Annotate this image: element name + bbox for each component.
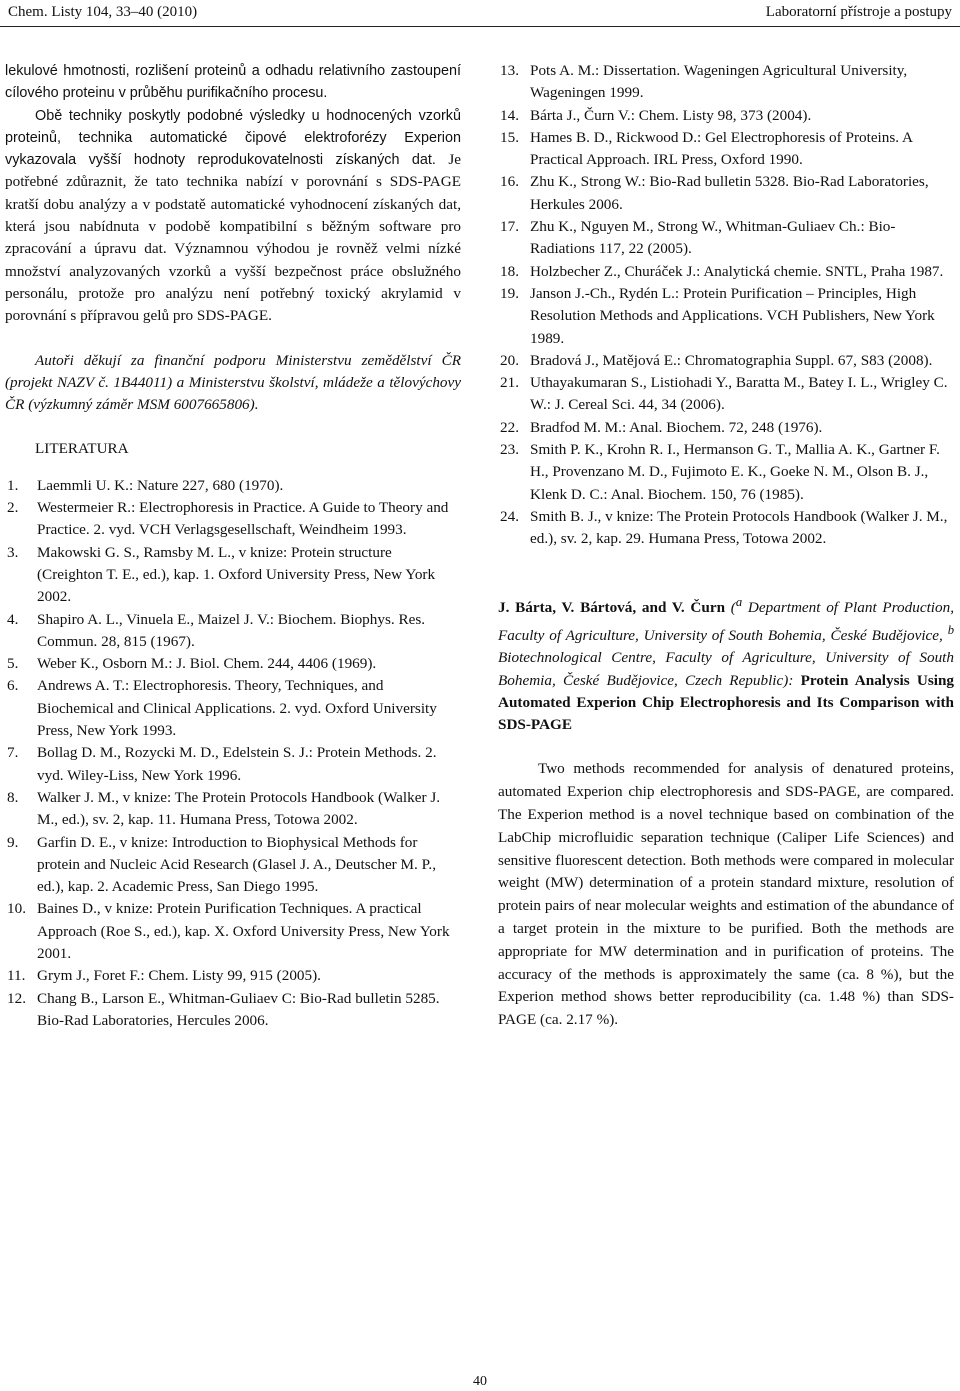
left-column [5, 60, 461, 1032]
section-title: Laboratorní přístroje a postupy [765, 4, 952, 20]
reference-text: Zhu K., Nguyen M., Strong W., Whitman-Guliaev Ch.: Bio-Radiations 117, 22 (2005). [530, 218, 896, 258]
reference-number: 8. [7, 788, 19, 806]
reference-text: Andrews A. T.: Electrophoresis. Theory, Techniques, and Biochemical and Clinical Applications. 2. vyd. Oxford University Press, New York 1993. [37, 677, 437, 740]
reference-text: Smith B. J., v knize: The Protein Protocols Handbook (Walker J. M., ed.), sv. 2, kap. 29. Humana Press, Totowa 2002. [530, 507, 948, 548]
reference-text: Grym J., Foret F.: Chem. Listy 99, 915 (2005). [37, 967, 321, 985]
reference-item [498, 283, 954, 350]
header-rule [0, 26, 960, 27]
reference-item [498, 439, 954, 506]
reference-number: 16. [500, 173, 519, 191]
reference-number: 15. [500, 128, 519, 146]
reference-text: Makowski G. S., Ramsby M. L., v knize: Protein structure (Creighton T. E., ed.), kap. 1. Oxford University Press, New York 2002. [37, 543, 436, 606]
reference-number: 1. [7, 476, 19, 494]
reference-item [5, 898, 461, 965]
reference-number: 23. [500, 441, 519, 459]
reference-text: Chang B., Larson E., Whitman-Guliaev C: Bio-Rad bulletin 5285. Bio-Rad Laboratories, Hercules 2006. [37, 989, 440, 1029]
reference-text: Shapiro A. L., Vinuela E., Maizel J. V.: Biochem. Biophys. Res. Commun. 28, 815 (1967). [37, 610, 426, 650]
literature-heading: LITERATURA [35, 440, 129, 458]
reference-text: Smith P. K., Krohn R. I., Hermanson G. T., Mallia A. K., Gartner F. H., Provenzano M. D., Fujimoto E. K., Goeke N. M., Olson B. J., Klenk D. C.: Anal. Biochem. 150, 76 (1985). [530, 441, 940, 503]
reference-item [5, 609, 461, 654]
reference-text: Hames B. D., Rickwood D.: Gel Electrophoresis of Proteins. A Practical Approach. IRL Press, Oxford 1990. [530, 128, 913, 169]
reference-number: 13. [500, 62, 519, 79]
reference-number: 6. [7, 677, 19, 695]
reference-text: Baines D., v knize: Protein Purification Techniques. A practical Approach (Roe S., ed.), kap. X. Oxford University Press, New York 2001. [37, 900, 450, 962]
reference-item [498, 127, 954, 172]
reference-item [5, 497, 461, 542]
reference-number: 12. [7, 989, 26, 1007]
affiliation-a-mark: a [735, 594, 743, 609]
english-abstract-body: Two methods recommended for analysis of denatured proteins, automated Experion chip electrophoresis and SDS-PAGE, are compared. The Experion method is a novel technique based on combination of the LabChip microfluidic separation technique (Caliper Life Sciences) and sensitive fluorescent detection. Both methods were compared in molecular weight (MW) determination of a protein standard mixture, resolution of protein pairs of near molecular weights and estimation of the abundance of a target protein in the mixture to be purified. Both the methods are appropriate for MW determination and in purification of proteins. The accuracy of the methods is approximately the same (ca. 8 %), but the Experion method shows better reproducibility (ca. 1.48 %) than SDS-PAGE (ca. 2.17 %). [498, 760, 954, 1029]
reference-text: Weber K., Osborn M.: J. Biol. Chem. 244, 4406 (1969). [37, 655, 377, 673]
acknowledgement: Autoři děkují za finanční podporu Ministerstvu zemědělství ČR (projekt NAZV č. 1B44011) a Ministerstvu školství, mládeže a tělovýchovy ČR (výzkumný záměr MSM 6007665806). [5, 351, 461, 414]
reference-item [5, 832, 461, 899]
reference-number: 19. [500, 284, 519, 302]
reference-number: 21. [500, 374, 519, 392]
reference-number: 18. [500, 262, 519, 280]
reference-text: Bradová J., Matějová E.: Chromatographia Suppl. 67, S83 (2008). [530, 351, 933, 369]
reference-item [498, 350, 954, 372]
reference-item [498, 506, 954, 551]
reference-text: Zhu K., Strong W.: Bio-Rad bulletin 5328. Bio-Rad Laboratories, Herkules 2006. [530, 173, 929, 213]
reference-number: 17. [500, 218, 519, 236]
reference-item [498, 372, 954, 417]
summary-part1: Obě techniky poskytly podobné výsledky u hodnocených vzorků proteinů, technika automatické čipové elektroforézy Experion vykazovala vyšší hodnoty reprodukovatelnosti získaných dat. [5, 107, 461, 169]
reference-number: 10. [7, 900, 26, 918]
affiliation-paren: ( [730, 598, 736, 616]
reference-number: 5. [7, 655, 19, 673]
reference-list-right [498, 60, 954, 551]
reference-number: 9. [7, 833, 19, 851]
reference-number: 2. [7, 499, 19, 517]
running-header [0, 0, 960, 28]
abstract-authors [498, 599, 725, 616]
reference-text: Westermeier R.: Electrophoresis in Practice. A Guide to Theory and Practice. 2. vyd. VCH Verlagsgesellschaft, Weindheim 1993. [37, 499, 449, 539]
reference-item [5, 653, 461, 675]
reference-item [5, 742, 461, 787]
reference-text: Holzbecher Z., Churáček J.: Analytická chemie. SNTL, Praha 1987. [530, 262, 944, 280]
reference-number: 22. [500, 418, 519, 436]
intro-paragraph: lekulové hmotnosti, rozlišení proteinů a odhadu relativního zastoupení cílového proteinu v průběhu purifikačního procesu. [5, 63, 461, 102]
reference-text: Pots A. M.: Dissertation. Wageningen Agricultural University, Wageningen 1999. [530, 62, 908, 102]
reference-item [5, 965, 461, 987]
affiliation-a: Department of Plant Production, Faculty of Agriculture, University of South Bohemia, České Budějovice, [498, 598, 954, 644]
journal-citation: Chem. Listy 104, 33–40 (2010) [8, 4, 198, 20]
reference-text: Walker J. M., v knize: The Protein Protocols Handbook (Walker J. M., ed.), sv. 2, kap. 11. Humana Press, Totowa 2002. [37, 788, 441, 829]
reference-text: Bárta J., Čurn V.: Chem. Listy 98, 373 (2004). [530, 106, 812, 124]
reference-item [498, 60, 954, 105]
reference-number: 11. [7, 967, 26, 985]
reference-number: 14. [500, 106, 519, 124]
summary-paragraph [5, 105, 461, 328]
reference-item [5, 787, 461, 832]
abstract-title: Protein Analysis Using Automated Experion Chip Electrophoresis and Its Comparison with SDS-PAGE [498, 671, 955, 734]
affiliation-b-mark: b [947, 622, 955, 637]
reference-number: 20. [500, 351, 519, 369]
reference-item [498, 261, 954, 283]
page-number: 40 [473, 1374, 487, 1389]
reference-text: Garfin D. E., v knize: Introduction to Biophysical Methods for protein and Nucleic Acid Research (Glasel J. A., Deutscher M. P., ed.), kap. 2. Academic Press, San Diego 1995. [37, 833, 436, 896]
right-column [498, 60, 954, 1047]
reference-item [498, 216, 954, 261]
reference-item [498, 171, 954, 216]
reference-text: Laemmli U. K.: Nature 227, 680 (1970). [37, 476, 284, 494]
reference-item [5, 675, 461, 742]
reference-number: 7. [7, 744, 19, 762]
reference-text: Uthayakumaran S., Listiohadi Y., Baratta M., Batey I. L., Wrigley C. W.: J. Cereal Sci. 44, 34 (2006). [530, 374, 948, 414]
english-abstract-header [498, 591, 954, 737]
reference-item [498, 105, 954, 127]
reference-item [498, 417, 954, 439]
reference-number: 3. [7, 543, 19, 561]
reference-item [5, 988, 461, 1033]
reference-text: Bradfod M. M.: Anal. Biochem. 72, 248 (1976). [530, 418, 823, 436]
reference-list-left [5, 475, 461, 1032]
affiliation-b: Biotechnological Centre, Faculty of Agriculture, University of South Bohemia, České Budějovice, Czech Republic): [498, 649, 954, 689]
reference-text: Janson J.-Ch., Rydén L.: Protein Purification – Principles, High Resolution Methods and Applications. VCH Publishers, New York 1989. [530, 284, 935, 347]
reference-number: 24. [500, 507, 519, 525]
reference-number: 4. [7, 610, 19, 628]
reference-text: Bollag D. M., Rozycki M. D., Edelstein S. J.: Protein Methods. 2. vyd. Wiley-Liss, New York 1996. [37, 744, 437, 784]
authors-text: J. Bárta, V. Bártová, and V. Čurn [498, 598, 726, 616]
reference-item [5, 475, 461, 497]
summary-part2: Je potřebné zdůraznit, že tato technika nabízí v porovnání s SDS-PAGE kratší dobu analýzy a v podstatě automatické vyhodnocení získaných dat, která jsou nabídnuta v podobě kompatibilní s běžným software pro zpracování a úpravu dat. Významnou výhodou je rovněž velmi nízké množství analyzovaných vzorků a vyšší bezpečnost práce obslužného personálu, protože pro analýzu není potřebný toxický akrylamid v porovnání s přípravou gelů pro SDS-PAGE. [5, 151, 461, 325]
reference-item [5, 542, 461, 609]
